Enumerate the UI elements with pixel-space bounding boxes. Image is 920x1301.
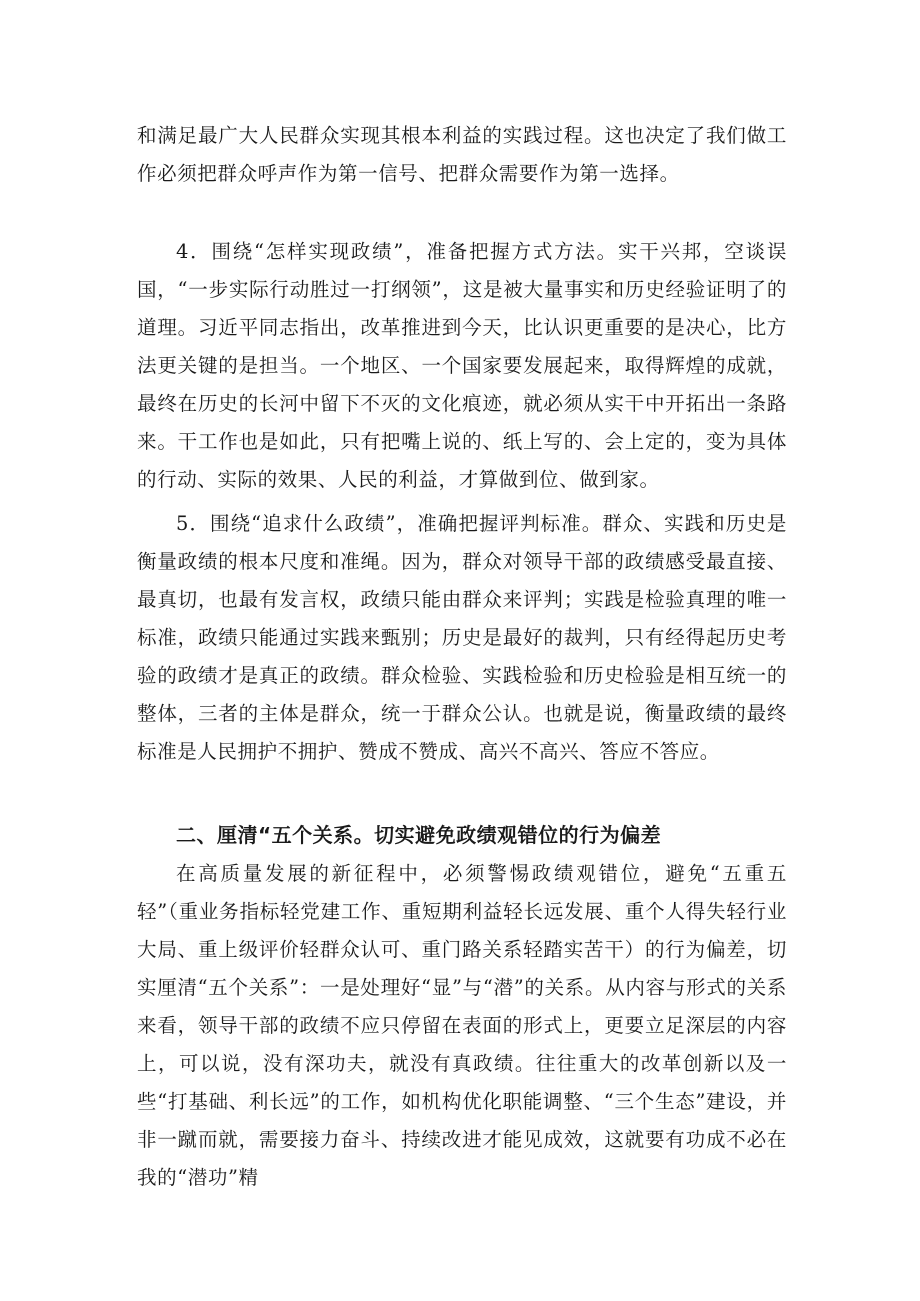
paragraph-item-5: 5．围绕“追求什么政绩”，准确把握评判标准。群众、实践和历史是衡量政绩的根本尺度和准绳。因为，群众对领导干部的政绩感受最直接、最真切，也最有发言权，政绩只能由群众来评判；实践是检验真理的唯一标准，政绩只能通过实践来甄别；历史是最好的裁判，只有经得起历史考验的政绩才是真正的政绩。群众检验、实践检验和历史检验是相互统一的整体，三者的主体是群众，统一于群众公认。也就是说，衡量政绩的最终标准是人民拥护不拥护、赞成不赞成、高兴不高兴、答应不答应。	[137, 512, 787, 763]
paragraph-section-body: 在高质量发展的新征程中，必须警惕政绩观错位，避免“五重五轻”（重业务指标轻党建工作、重短期利益轻长远发展、重个人得失轻行业大局、重上级评价轻群众认可、重门路关系轻踏实苦干）的行为偏差，切实厘清“五个关系”：一是处理好“显”与“潜”的关系。从内容与形式的关系来看，领导干部的政绩不应只停留在表面的形式上，更要立足深层的内容上，可以说，没有深功夫，就没有真政绩。往往重大的改革创新以及一些“打基础、利长远”的工作，如机构优化职能调整、“三个生态”建设，并非一蹴而就，需要接力奋斗、持续改进才能见成效，这就要有功成不必在我的“潜功”精	[137, 862, 787, 1189]
paragraph-item-4: 4．围绕“怎样实现政绩”，准备把握方式方法。实干兴邦，空谈误国，“一步实际行动胜过一打纲领”，这是被大量事实和历史经验证明了的道理。习近平同志指出，改革推进到今天，比认识更重要的是决心，比方法更关键的是担当。一个地区、一个国家要发展起来，取得辉煌的成就，最终在历史的长河中留下不灭的文化痕迹，就必须从实干中开拓出一条路来。干工作也是如此，只有把嘴上说的、纸上写的、会上定的，变为具体的行动、实际的效果、人民的利益，才算做到位、做到家。	[137, 240, 787, 491]
paragraph-continuation: 和满足最广大人民群众实现其根本利益的实践过程。这也决定了我们做工作必须把群众呼声作为第一信号、把群众需要作为第一选择。	[137, 124, 787, 185]
section-heading: 二、厘清“五个关系。切实避免政绩观错位的行为偏差	[176, 823, 662, 847]
